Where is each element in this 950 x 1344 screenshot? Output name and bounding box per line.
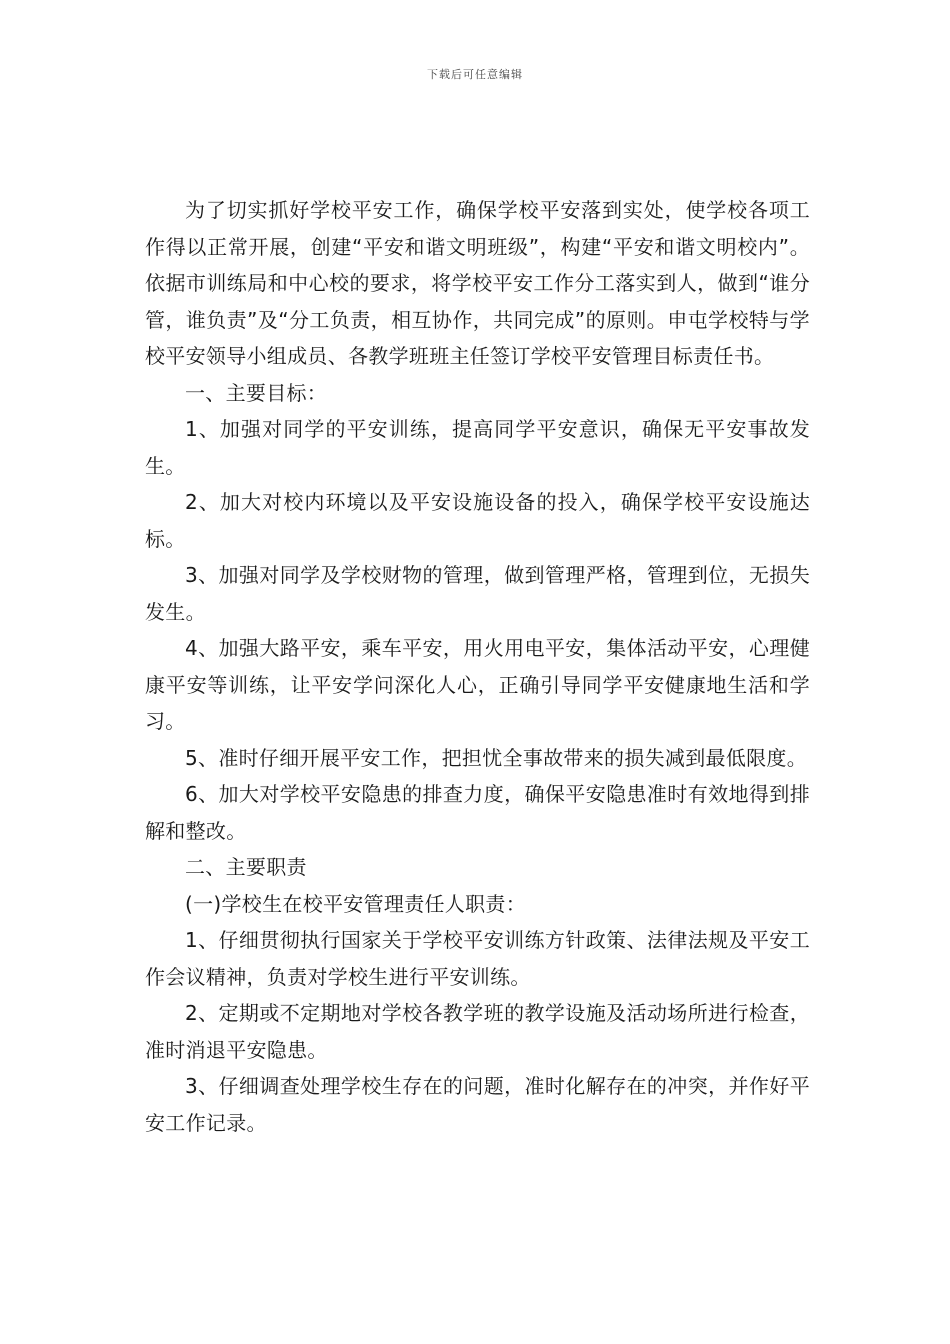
paragraph-intro: 为了切实抓好学校平安工作，确保学校平安落到实处，使学校各项工作得以正常开展，创建“平安和谐文明班级”，构建“平安和谐文明校内”。依据市训练局和中心校的要求，将学校平安工作分工落实到人，做到“谁分管，谁负责”及“分工负责，相互协作，共同完成”的原则。申屯学校特与学校平安领导小组成员、各教学班班主任签订学校平安管理目标责任书。 bbox=[145, 198, 810, 368]
duty-item-1: 1、仔细贯彻执行国家关于学校平安训练方针政策、法律法规及平安工作会议精神，负责对学校生进行平安训练。 bbox=[145, 928, 810, 989]
goal-item-6: 6、加大对学校平安隐患的排查力度，确保平安隐患准时有效地得到排解和整改。 bbox=[145, 782, 810, 843]
subsection-heading-duties-1: (一)学校生在校平安管理责任人职责： bbox=[185, 891, 527, 916]
duty-item-2: 2、定期或不定期地对学校各教学班的教学设施及活动场所进行检查，准时消退平安隐患。 bbox=[145, 1001, 810, 1062]
section-heading-duties: 二、主要职责 bbox=[185, 855, 307, 879]
page-header-note: 下载后可任意编辑 bbox=[427, 68, 523, 81]
goal-item-3: 3、加强对同学及学校财物的管理，做到管理严格，管理到位，无损失发生。 bbox=[145, 563, 810, 624]
document-body bbox=[145, 192, 810, 1141]
goal-item-2: 2、加大对校内环境以及平安设施设备的投入，确保学校平安设施达标。 bbox=[145, 490, 810, 551]
goal-item-4: 4、加强大路平安，乘车平安，用火用电平安，集体活动平安，心理健康平安等训练，让平安学问深化人心，正确引导同学平安健康地生活和学习。 bbox=[145, 636, 810, 733]
goal-item-1: 1、加强对同学的平安训练，提高同学平安意识，确保无平安事故发生。 bbox=[145, 417, 810, 478]
section-heading-goals: 一、主要目标： bbox=[185, 380, 328, 405]
goal-item-5: 5、准时仔细开展平安工作，把担忧全事故带来的损失减到最低限度。 bbox=[185, 745, 808, 770]
duty-item-3: 3、仔细调查处理学校生存在的问题，准时化解存在的冲突，并作好平安工作记录。 bbox=[145, 1074, 810, 1135]
